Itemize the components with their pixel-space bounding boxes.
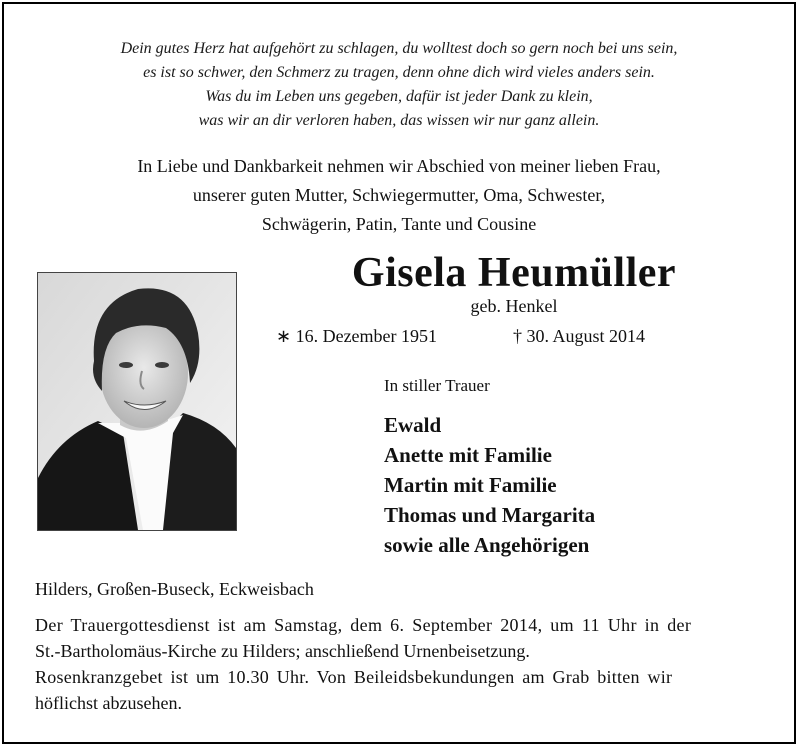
service-line: St.-Bartholomäus-Kirche zu Hilders; anschließend Urnenbeisetzung. — [35, 641, 530, 661]
intro-line: In Liebe und Dankbarkeit nehmen wir Abschied von meiner lieben Frau, — [137, 156, 661, 176]
farewell-intro — [64, 152, 734, 239]
birth-date: ∗ 16. Dezember 1951 — [276, 326, 438, 346]
mourner-name: Martin mit Familie — [384, 473, 557, 497]
mourner-name: Thomas und Margarita — [384, 503, 596, 527]
obituary-notice — [2, 2, 796, 744]
mourner-name: Ewald — [384, 413, 442, 437]
mourner-name: sowie alle Angehörigen — [384, 533, 590, 557]
poem-line: Dein gutes Herz hat aufgehört zu schlagen, du wolltest doch so gern noch bei uns sein, — [120, 40, 678, 57]
death-date: † 30. August 2014 — [513, 326, 646, 346]
mourners-list — [384, 410, 595, 560]
portrait-image — [38, 273, 236, 530]
poem-line: es ist so schwer, den Schmerz zu tragen, denn ohne dich wird vieles anders sein. — [143, 64, 655, 81]
birth-name: geb. Henkel — [470, 296, 558, 316]
mourner-name: Anette mit Familie — [384, 443, 552, 467]
mourning-heading: In stiller Trauer — [384, 376, 490, 395]
service-line: Rosenkranzgebet ist um 10.30 Uhr. Von Beileidsbekundungen am Grab bitten wir — [35, 667, 673, 687]
service-info — [35, 612, 776, 716]
intro-line: Schwägerin, Patin, Tante und Cousine — [261, 214, 537, 234]
poem — [4, 37, 794, 133]
intro-line: unserer guten Mutter, Schwiegermutter, Oma, Schwester, — [192, 185, 606, 205]
deceased-name: Gisela Heumüller — [351, 250, 677, 296]
places-line: Hilders, Großen-Buseck, Eckweisbach — [35, 579, 314, 599]
service-line: Der Trauergottesdienst ist am Samstag, dem 6. September 2014, um 11 Uhr in der — [35, 615, 692, 635]
portrait-photo — [37, 272, 237, 531]
poem-line: was wir an dir verloren haben, das wissen wir nur ganz allein. — [198, 112, 600, 129]
poem-line: Was du im Leben uns gegeben, dafür ist jeder Dank zu klein, — [205, 88, 593, 105]
service-line: höflichst abzusehen. — [35, 693, 182, 713]
